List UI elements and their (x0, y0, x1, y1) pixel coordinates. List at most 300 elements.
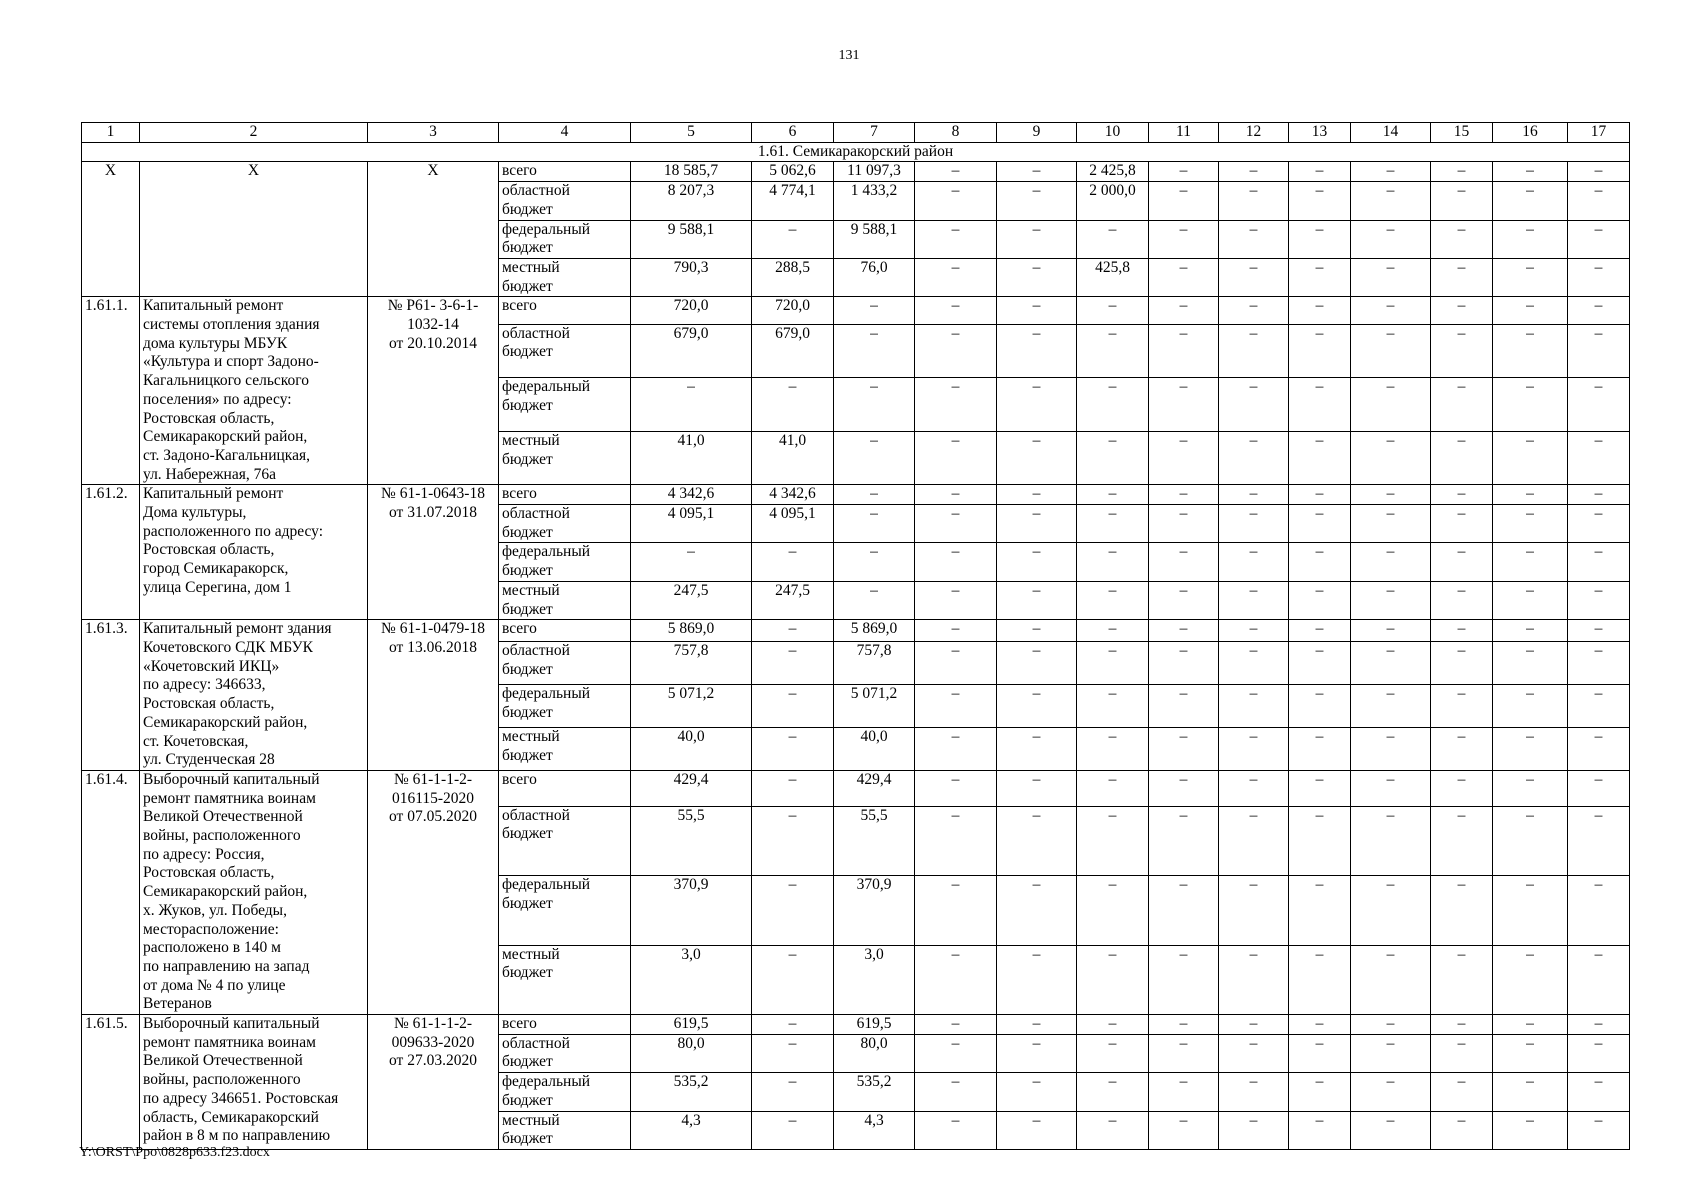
amount-cell: – (1431, 876, 1493, 945)
amount-cell: – (997, 378, 1077, 432)
page-number: 131 (838, 48, 860, 63)
amount-cell: – (1493, 1034, 1568, 1072)
amount-cell: – (1568, 378, 1630, 432)
amount-cell: – (915, 1015, 997, 1035)
column-number-cell: 15 (1431, 123, 1493, 143)
amount-cell: – (997, 728, 1077, 771)
amount-cell: 5 071,2 (834, 685, 915, 728)
amount-cell: – (1493, 1015, 1568, 1035)
amount-cell: – (1077, 770, 1149, 806)
column-number-cell: 12 (1219, 123, 1289, 143)
funding-source-label: местный бюджет (499, 581, 631, 619)
amount-cell: – (1431, 1015, 1493, 1035)
amount-cell: – (997, 297, 1077, 324)
amount-cell: – (1077, 378, 1149, 432)
amount-cell: 4 095,1 (631, 505, 752, 543)
amount-cell: – (997, 431, 1077, 485)
amount-cell: – (997, 620, 1077, 642)
amount-cell: – (1568, 945, 1630, 1015)
amount-cell: – (1077, 485, 1149, 505)
amount-cell: – (1568, 1111, 1630, 1149)
funding-source-label: федеральный бюджет (499, 220, 631, 258)
amount-cell: – (997, 1073, 1077, 1111)
amount-cell: – (997, 1015, 1077, 1035)
amount-cell: – (1149, 581, 1219, 619)
amount-cell: – (1431, 220, 1493, 258)
amount-cell: – (915, 258, 997, 296)
amount-cell: 619,5 (834, 1015, 915, 1035)
amount-cell: – (1351, 1015, 1431, 1035)
amount-cell: – (1149, 1015, 1219, 1035)
summary-number-cell: Х (82, 162, 140, 297)
object-row (82, 770, 1630, 806)
amount-cell: 9 588,1 (834, 220, 915, 258)
amount-cell: – (915, 324, 997, 378)
amount-cell: – (1568, 770, 1630, 806)
amount-cell: – (915, 642, 997, 685)
amount-cell: – (1219, 1034, 1289, 1072)
amount-cell: – (752, 543, 834, 581)
amount-cell: 40,0 (834, 728, 915, 771)
amount-cell: – (1289, 182, 1351, 220)
amount-cell: – (1431, 728, 1493, 771)
amount-cell: – (1493, 1111, 1568, 1149)
amount-cell: – (1149, 485, 1219, 505)
amount-cell: – (1493, 806, 1568, 875)
amount-cell: – (1431, 1073, 1493, 1111)
amount-cell: – (1351, 876, 1431, 945)
amount-cell: – (1351, 945, 1431, 1015)
amount-cell: – (915, 220, 997, 258)
amount-cell: 11 097,3 (834, 162, 915, 182)
amount-cell: – (1289, 378, 1351, 432)
amount-cell: – (1351, 581, 1431, 619)
amount-cell: – (1077, 1034, 1149, 1072)
column-number-cell: 8 (915, 123, 997, 143)
amount-cell: – (915, 543, 997, 581)
amount-cell: – (1219, 728, 1289, 771)
amount-cell: – (1077, 685, 1149, 728)
amount-cell: – (1568, 220, 1630, 258)
section-title-row (82, 142, 1630, 162)
amount-cell: – (752, 1015, 834, 1035)
amount-cell: – (1077, 581, 1149, 619)
object-number: 1.61.4. (82, 770, 140, 1014)
amount-cell: 288,5 (752, 258, 834, 296)
funding-source-label: областной бюджет (499, 806, 631, 875)
amount-cell: – (1289, 505, 1351, 543)
amount-cell: – (1219, 581, 1289, 619)
amount-cell: – (1568, 297, 1630, 324)
amount-cell: – (997, 182, 1077, 220)
amount-cell: – (1493, 431, 1568, 485)
amount-cell: – (997, 685, 1077, 728)
amount-cell: – (1289, 162, 1351, 182)
amount-cell: – (1351, 1034, 1431, 1072)
amount-cell: – (1289, 728, 1351, 771)
amount-cell: 679,0 (631, 324, 752, 378)
amount-cell: – (1493, 297, 1568, 324)
amount-cell: – (1431, 806, 1493, 875)
amount-cell: – (915, 876, 997, 945)
funding-source-label: федеральный бюджет (499, 876, 631, 945)
amount-cell: – (1568, 1073, 1630, 1111)
amount-cell: 4 342,6 (752, 485, 834, 505)
amount-cell: – (1289, 1015, 1351, 1035)
amount-cell: – (1219, 485, 1289, 505)
amount-cell: – (1431, 543, 1493, 581)
amount-cell: – (997, 220, 1077, 258)
amount-cell: – (1289, 324, 1351, 378)
amount-cell: – (752, 378, 834, 432)
funding-source-label: областной бюджет (499, 324, 631, 378)
amount-cell: – (1568, 431, 1630, 485)
amount-cell: 429,4 (631, 770, 752, 806)
budget-table (81, 122, 1630, 1150)
funding-source-label: всего (499, 297, 631, 324)
amount-cell: – (997, 806, 1077, 875)
amount-cell: – (1289, 485, 1351, 505)
amount-cell: – (1351, 728, 1431, 771)
funding-source-label: областной бюджет (499, 505, 631, 543)
column-number-cell: 2 (140, 123, 368, 143)
amount-cell: – (997, 642, 1077, 685)
amount-cell: – (1077, 220, 1149, 258)
amount-cell: – (1289, 543, 1351, 581)
amount-cell: – (1289, 581, 1351, 619)
amount-cell: – (631, 378, 752, 432)
amount-cell: – (1289, 620, 1351, 642)
amount-cell: – (915, 1073, 997, 1111)
amount-cell: – (1149, 1034, 1219, 1072)
amount-cell: – (1289, 876, 1351, 945)
amount-cell: – (1149, 297, 1219, 324)
amount-cell: – (1493, 258, 1568, 296)
amount-cell: 720,0 (631, 297, 752, 324)
amount-cell: – (1219, 642, 1289, 685)
amount-cell: – (1351, 685, 1431, 728)
amount-cell: – (752, 620, 834, 642)
amount-cell: – (1351, 220, 1431, 258)
amount-cell: – (915, 945, 997, 1015)
column-number-cell: 1 (82, 123, 140, 143)
amount-cell: – (1431, 685, 1493, 728)
amount-cell: 5 062,6 (752, 162, 834, 182)
amount-cell: 790,3 (631, 258, 752, 296)
column-number-cell: 6 (752, 123, 834, 143)
amount-cell: – (1493, 685, 1568, 728)
amount-cell: 247,5 (752, 581, 834, 619)
amount-cell: – (1149, 685, 1219, 728)
amount-cell: 757,8 (631, 642, 752, 685)
funding-source-label: всего (499, 485, 631, 505)
amount-cell: – (915, 162, 997, 182)
amount-cell: – (1568, 728, 1630, 771)
amount-cell: 80,0 (834, 1034, 915, 1072)
amount-cell: – (1219, 876, 1289, 945)
amount-cell: – (1431, 485, 1493, 505)
amount-cell: – (1493, 162, 1568, 182)
amount-cell: 5 869,0 (834, 620, 915, 642)
amount-cell: – (915, 485, 997, 505)
amount-cell: – (997, 162, 1077, 182)
amount-cell: – (1493, 324, 1568, 378)
amount-cell: – (1493, 378, 1568, 432)
amount-cell: – (834, 543, 915, 581)
amount-cell: – (1431, 581, 1493, 619)
amount-cell: – (1351, 485, 1431, 505)
amount-cell: – (1219, 220, 1289, 258)
amount-cell: – (1493, 485, 1568, 505)
amount-cell: – (997, 485, 1077, 505)
amount-cell: – (1219, 1111, 1289, 1149)
amount-cell: – (752, 685, 834, 728)
amount-cell: – (1219, 297, 1289, 324)
amount-cell: – (1431, 258, 1493, 296)
funding-source-label: всего (499, 620, 631, 642)
column-number-cell: 4 (499, 123, 631, 143)
funding-source-label: областной бюджет (499, 642, 631, 685)
amount-cell: – (1289, 945, 1351, 1015)
amount-cell: – (1149, 258, 1219, 296)
amount-cell: – (1351, 543, 1431, 581)
amount-cell: 8 207,3 (631, 182, 752, 220)
amount-cell: – (915, 1111, 997, 1149)
amount-cell: – (1149, 728, 1219, 771)
amount-cell: – (1289, 431, 1351, 485)
funding-source-label: всего (499, 1015, 631, 1035)
object-description: Выборочный капитальный ремонт памятника воинам Великой Отечественной войны, расположенного по адресу: Россия, Ростовская область, Семикаракорский район, х. Жуков, ул. Победы, месторасположение: расположено в 140 м по направлению на запад от дома № 4 по улице Ветеранов (140, 770, 368, 1014)
amount-cell: – (1077, 1015, 1149, 1035)
funding-source-label: областной бюджет (499, 1034, 631, 1072)
object-document: № 61-1-0479-18 от 13.06.2018 (368, 620, 499, 771)
object-description: Выборочный капитальный ремонт памятника воинам Великой Отечественной войны, расположенного по адресу 346651. Ростовская область, Семикаракорский район в 8 м по направлению (140, 1015, 368, 1150)
amount-cell: – (1219, 378, 1289, 432)
column-number-cell: 16 (1493, 123, 1568, 143)
amount-cell: – (1568, 642, 1630, 685)
amount-cell: – (752, 876, 834, 945)
amount-cell: – (1493, 505, 1568, 543)
amount-cell: 757,8 (834, 642, 915, 685)
amount-cell: – (834, 297, 915, 324)
amount-cell: – (1289, 220, 1351, 258)
amount-cell: – (1219, 945, 1289, 1015)
object-document: № 61-1-1-2- 016115-2020 от 07.05.2020 (368, 770, 499, 1014)
amount-cell: – (752, 1073, 834, 1111)
amount-cell: 535,2 (631, 1073, 752, 1111)
amount-cell: – (752, 806, 834, 875)
amount-cell: – (1568, 162, 1630, 182)
amount-cell: – (1493, 770, 1568, 806)
amount-cell: 2 425,8 (1077, 162, 1149, 182)
amount-cell: 3,0 (834, 945, 915, 1015)
amount-cell: – (1351, 642, 1431, 685)
amount-cell: – (1219, 685, 1289, 728)
amount-cell: – (752, 770, 834, 806)
amount-cell: – (1431, 770, 1493, 806)
amount-cell: – (1149, 945, 1219, 1015)
column-number-cell: 9 (997, 123, 1077, 143)
column-number-cell: 3 (368, 123, 499, 143)
amount-cell: – (1077, 324, 1149, 378)
amount-cell: – (1077, 642, 1149, 685)
amount-cell: – (834, 324, 915, 378)
object-document: № 61-1-1-2- 009633-2020 от 27.03.2020 (368, 1015, 499, 1150)
column-number-cell: 10 (1077, 123, 1149, 143)
amount-cell: 247,5 (631, 581, 752, 619)
amount-cell: – (1568, 685, 1630, 728)
amount-cell: – (1351, 505, 1431, 543)
amount-cell: – (1077, 505, 1149, 543)
amount-cell: – (1493, 620, 1568, 642)
amount-cell: – (1219, 806, 1289, 875)
amount-cell: – (1351, 770, 1431, 806)
amount-cell: – (997, 945, 1077, 1015)
amount-cell: – (1289, 297, 1351, 324)
amount-cell: – (1149, 324, 1219, 378)
object-description: Капитальный ремонт Дома культуры, расположенного по адресу: Ростовская область, город Семикаракорск, улица Серегина, дом 1 (140, 485, 368, 620)
amount-cell: 55,5 (834, 806, 915, 875)
summary-row (82, 162, 1630, 182)
amount-cell: – (1493, 945, 1568, 1015)
amount-cell: – (1289, 258, 1351, 296)
amount-cell: – (1077, 620, 1149, 642)
amount-cell: – (1568, 505, 1630, 543)
amount-cell: 5 869,0 (631, 620, 752, 642)
amount-cell: – (915, 431, 997, 485)
amount-cell: – (1431, 324, 1493, 378)
amount-cell: – (834, 485, 915, 505)
column-number-cell: 11 (1149, 123, 1219, 143)
amount-cell: 18 585,7 (631, 162, 752, 182)
funding-source-label: всего (499, 162, 631, 182)
amount-cell: – (1077, 728, 1149, 771)
funding-source-label: местный бюджет (499, 431, 631, 485)
amount-cell: – (752, 945, 834, 1015)
amount-cell: – (915, 620, 997, 642)
object-row (82, 297, 1630, 324)
column-number-row (82, 123, 1630, 143)
amount-cell: 41,0 (631, 431, 752, 485)
amount-cell: – (997, 770, 1077, 806)
amount-cell: – (915, 182, 997, 220)
amount-cell: – (997, 581, 1077, 619)
amount-cell: – (1351, 297, 1431, 324)
object-row (82, 1015, 1630, 1035)
amount-cell: – (1219, 258, 1289, 296)
column-number-cell: 14 (1351, 123, 1431, 143)
amount-cell: – (1351, 182, 1431, 220)
amount-cell: – (1351, 620, 1431, 642)
amount-cell: – (1077, 1111, 1149, 1149)
amount-cell: – (1149, 543, 1219, 581)
amount-cell: – (915, 685, 997, 728)
amount-cell: – (1351, 324, 1431, 378)
amount-cell: 5 071,2 (631, 685, 752, 728)
amount-cell: 1 433,2 (834, 182, 915, 220)
amount-cell: – (915, 378, 997, 432)
amount-cell: – (915, 728, 997, 771)
amount-cell: – (915, 505, 997, 543)
amount-cell: 76,0 (834, 258, 915, 296)
amount-cell: – (1149, 220, 1219, 258)
amount-cell: – (1149, 378, 1219, 432)
amount-cell: – (752, 728, 834, 771)
funding-source-label: федеральный бюджет (499, 685, 631, 728)
amount-cell: – (1568, 182, 1630, 220)
amount-cell: – (997, 505, 1077, 543)
section-title: 1.61. Семикаракорский район (82, 142, 1630, 162)
amount-cell: – (1431, 1111, 1493, 1149)
amount-cell: 370,9 (631, 876, 752, 945)
amount-cell: 40,0 (631, 728, 752, 771)
amount-cell: – (1568, 543, 1630, 581)
amount-cell: – (1219, 162, 1289, 182)
amount-cell: – (1149, 162, 1219, 182)
amount-cell: – (1149, 1111, 1219, 1149)
amount-cell: – (1077, 543, 1149, 581)
amount-cell: – (834, 378, 915, 432)
amount-cell: – (752, 1111, 834, 1149)
file-path-footer: Y:\ORST\Ppo\0828p633.f23.docx (79, 1145, 270, 1160)
summary-name-cell: Х (140, 162, 368, 297)
funding-source-label: местный бюджет (499, 1111, 631, 1149)
amount-cell: – (1493, 543, 1568, 581)
funding-source-label: всего (499, 770, 631, 806)
amount-cell: 3,0 (631, 945, 752, 1015)
amount-cell: – (1493, 182, 1568, 220)
amount-cell: – (1493, 642, 1568, 685)
amount-cell: – (1149, 876, 1219, 945)
amount-cell: – (1431, 945, 1493, 1015)
amount-cell: 535,2 (834, 1073, 915, 1111)
object-number: 1.61.1. (82, 297, 140, 485)
amount-cell: – (1289, 1073, 1351, 1111)
amount-cell: – (1431, 642, 1493, 685)
amount-cell: – (1289, 1111, 1351, 1149)
column-number-cell: 7 (834, 123, 915, 143)
funding-source-label: федеральный бюджет (499, 543, 631, 581)
object-row (82, 620, 1630, 642)
amount-cell: – (1077, 806, 1149, 875)
funding-source-label: федеральный бюджет (499, 1073, 631, 1111)
funding-source-label: федеральный бюджет (499, 378, 631, 432)
amount-cell: 80,0 (631, 1034, 752, 1072)
amount-cell: – (1351, 1111, 1431, 1149)
amount-cell: – (1289, 806, 1351, 875)
object-number: 1.61.5. (82, 1015, 140, 1150)
amount-cell: – (834, 431, 915, 485)
amount-cell: – (1568, 485, 1630, 505)
amount-cell: 370,9 (834, 876, 915, 945)
amount-cell: 619,5 (631, 1015, 752, 1035)
amount-cell: – (1431, 620, 1493, 642)
amount-cell: – (1219, 620, 1289, 642)
amount-cell: – (915, 581, 997, 619)
object-document: № Р61- 3-6-1- 1032-14 от 20.10.2014 (368, 297, 499, 485)
amount-cell: 2 000,0 (1077, 182, 1149, 220)
amount-cell: – (1431, 182, 1493, 220)
amount-cell: – (1219, 431, 1289, 485)
amount-cell: – (1219, 182, 1289, 220)
amount-cell: – (1493, 1073, 1568, 1111)
amount-cell: – (1149, 182, 1219, 220)
amount-cell: – (997, 258, 1077, 296)
amount-cell: – (1219, 1015, 1289, 1035)
amount-cell: – (997, 543, 1077, 581)
summary-doc-cell: Х (368, 162, 499, 297)
amount-cell: 720,0 (752, 297, 834, 324)
